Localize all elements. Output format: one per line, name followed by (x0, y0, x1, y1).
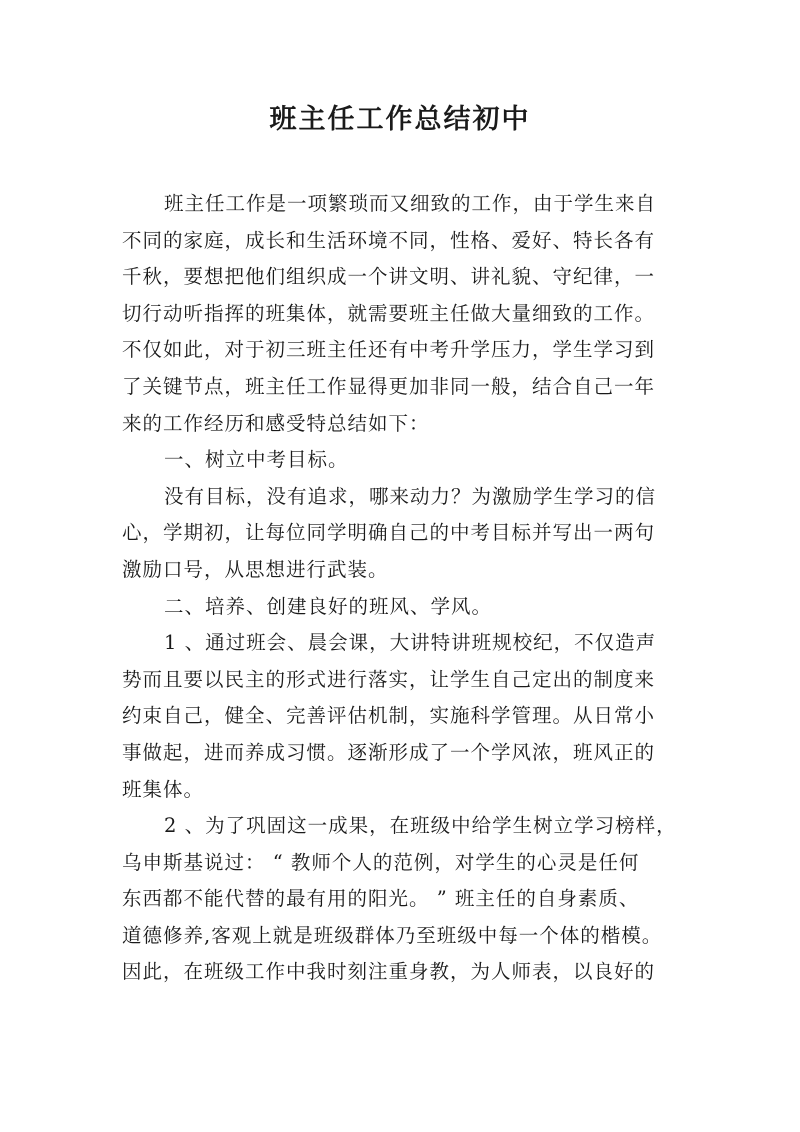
text-line: 了关键节点，班主任工作显得更加非同一般，结合自己一年 (122, 374, 656, 398)
text-line: 班主任工作是一项繁琐而又细致的工作，由于学生来自 (164, 192, 657, 215)
text-line: 1 、通过班会、晨会课，大讲特讲班规校纪，不仅造声 (164, 631, 657, 655)
text-line: 不同的家庭，成长和生活环境不同，性格、爱好、特长各有 (122, 228, 656, 252)
document-title: 班主任工作总结初中 (269, 104, 531, 135)
text-line: 道德修养,客观上就是班级群体乃至班级中每一个体的楷模。 (122, 923, 663, 947)
text-line: 激励口号，从思想进行武装。 (122, 557, 389, 581)
text-line: 因此，在班级工作中我时刻注重身教，为人师表，以良好的 (122, 960, 656, 984)
text-line: 东西都不能代替的最有用的阳光。 ” 班主任的自身素质、 (122, 887, 640, 911)
section-heading: 二、培养、创建良好的班风、学风。 (164, 594, 493, 618)
text-line: 切行动听指挥的班集体，就需要班主任做大量细致的工作。 (122, 301, 656, 325)
text-line: 势而且要以民主的形式进行落实，让学生自己定出的制度来 (122, 667, 656, 691)
text-line: 乌申斯基说过： “ 教师个人的范例，对学生的心灵是任何 (122, 850, 640, 874)
text-line: 没有目标，没有追求，哪来动力？为激励学生学习的信 (164, 484, 657, 508)
text-line: 心，学期初，让每位同学明确自己的中考目标并写出一两句 (122, 521, 656, 545)
document-body (122, 186, 692, 991)
text-line: 2 、为了巩固这一成果，在班级中给学生树立学习榜样， (164, 814, 677, 838)
text-line: 约束自己，健全、完善评估机制，实施科学管理。从日常小 (122, 704, 656, 728)
text-line: 事做起，进而养成习惯。逐渐形成了一个学风浓，班风正的 (122, 740, 656, 764)
section-heading: 一、树立中考目标。 (164, 448, 349, 472)
text-line: 千秋，要想把他们组织成一个讲文明、讲礼貌、守纪律，一 (122, 265, 656, 289)
text-line: 班集体。 (122, 777, 205, 801)
text-line: 不仅如此，对于初三班主任还有中考升学压力，学生学习到 (122, 338, 656, 362)
text-line: 来的工作经历和感受特总结如下： (122, 411, 430, 435)
